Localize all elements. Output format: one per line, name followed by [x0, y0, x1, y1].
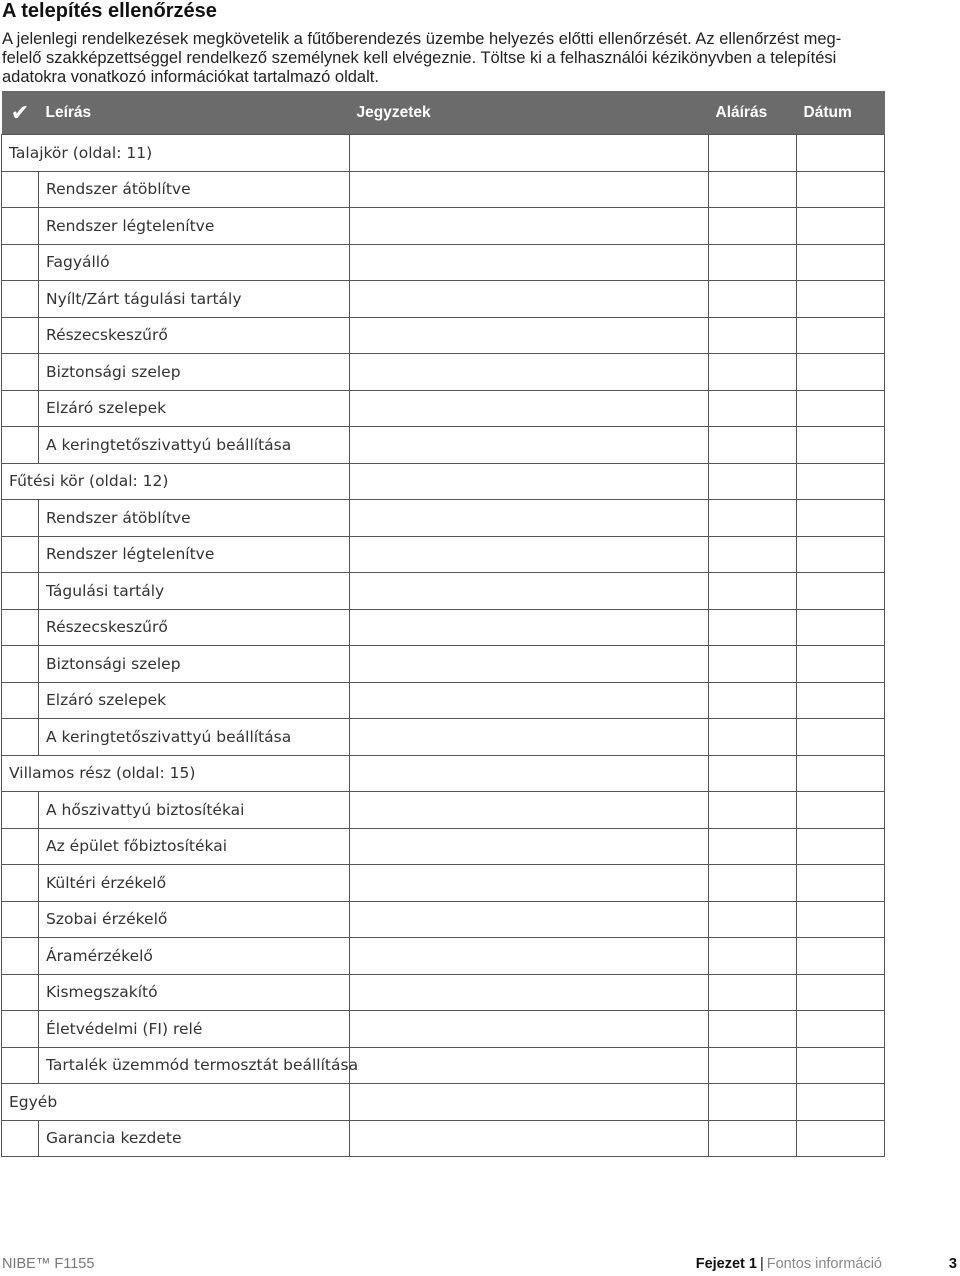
date-cell[interactable]: [797, 463, 885, 500]
page-title: A telepítés ellenőrzése: [2, 0, 217, 22]
section-label: Villamos rész (oldal: 15): [2, 755, 350, 792]
section-row: [2, 755, 885, 792]
date-cell[interactable]: [797, 682, 885, 719]
date-cell[interactable]: [797, 573, 885, 610]
item-description: A hőszivattyú biztosítékai: [39, 792, 350, 829]
intro-line: felelő szakképzettséggel rendelkező személynek kell elvégeznie. Töltse ki a felhasználói kézikönyvben a telepítési: [2, 49, 837, 67]
date-cell[interactable]: [797, 390, 885, 427]
item-description: Áramérzékelő: [39, 938, 350, 975]
item-description: Fagyálló: [39, 244, 350, 281]
signature-cell[interactable]: [709, 171, 797, 208]
date-cell[interactable]: [797, 317, 885, 354]
item-description: Rendszer légtelenítve: [39, 208, 350, 245]
section-row: [2, 463, 885, 500]
checklist-row: [2, 1120, 885, 1157]
date-cell[interactable]: [797, 1120, 885, 1157]
date-cell[interactable]: [797, 1084, 885, 1121]
date-cell[interactable]: [797, 208, 885, 245]
date-cell[interactable]: [797, 427, 885, 464]
section-label: Egyéb: [2, 1084, 350, 1121]
signature-cell[interactable]: [709, 755, 797, 792]
date-cell[interactable]: [797, 974, 885, 1011]
check-cell[interactable]: [2, 865, 39, 902]
check-cell[interactable]: [2, 536, 39, 573]
date-cell[interactable]: [797, 281, 885, 318]
checklist-row: [2, 536, 885, 573]
signature-cell[interactable]: [709, 573, 797, 610]
checklist-row: [2, 609, 885, 646]
section-label: Talajkör (oldal: 11): [2, 135, 350, 172]
notes-cell[interactable]: [350, 208, 709, 245]
checklist-row: [2, 682, 885, 719]
notes-cell[interactable]: [350, 1047, 709, 1084]
notes-cell[interactable]: [350, 682, 709, 719]
item-description: A keringtetőszivattyú beállítása: [39, 427, 350, 464]
check-cell[interactable]: [2, 901, 39, 938]
signature-cell[interactable]: [709, 865, 797, 902]
item-description: Garancia kezdete: [39, 1120, 350, 1157]
notes-cell[interactable]: [350, 646, 709, 683]
item-description: Részecskeszűrő: [39, 609, 350, 646]
checklist-row: [2, 427, 885, 464]
signature-cell[interactable]: [709, 536, 797, 573]
notes-cell[interactable]: [350, 317, 709, 354]
signature-cell[interactable]: [709, 938, 797, 975]
checklist-row: [2, 646, 885, 683]
checkmark-icon: ✔: [2, 91, 39, 135]
table-header-row: [2, 91, 885, 135]
column-header-signature: Aláírás: [709, 91, 797, 135]
notes-cell[interactable]: [350, 938, 709, 975]
notes-cell[interactable]: [350, 135, 709, 172]
signature-cell[interactable]: [709, 682, 797, 719]
signature-cell[interactable]: [709, 354, 797, 391]
check-cell[interactable]: [2, 974, 39, 1011]
notes-cell[interactable]: [350, 755, 709, 792]
signature-cell[interactable]: [709, 281, 797, 318]
checklist-row: [2, 901, 885, 938]
check-cell[interactable]: [2, 719, 39, 756]
intro-line: A jelenlegi rendelkezések megkövetelik a fűtőberendezés üzembe helyezés előtti ellenőrzését. Az ellenőrzést meg-: [2, 30, 842, 48]
signature-cell[interactable]: [709, 390, 797, 427]
item-description: Tartalék üzemmód termosztát beállítása: [39, 1047, 350, 1084]
notes-cell[interactable]: [350, 1120, 709, 1157]
check-cell[interactable]: [2, 317, 39, 354]
checklist-row: [2, 281, 885, 318]
notes-cell[interactable]: [350, 719, 709, 756]
footer-chapter: [696, 1256, 882, 1272]
checklist-row: [2, 390, 885, 427]
notes-cell[interactable]: [350, 865, 709, 902]
column-header-date: Dátum: [797, 91, 885, 135]
date-cell[interactable]: [797, 609, 885, 646]
installation-checklist-table: [1, 91, 885, 1157]
item-description: Kismegszakító: [39, 974, 350, 1011]
column-header-description: Leírás: [39, 91, 350, 135]
notes-cell[interactable]: [350, 390, 709, 427]
signature-cell[interactable]: [709, 1084, 797, 1121]
checklist-row: [2, 1047, 885, 1084]
check-cell[interactable]: [2, 682, 39, 719]
signature-cell[interactable]: [709, 719, 797, 756]
notes-cell[interactable]: [350, 171, 709, 208]
checklist-row: [2, 1011, 885, 1048]
check-cell[interactable]: [2, 171, 39, 208]
signature-cell[interactable]: [709, 1047, 797, 1084]
item-description: Rendszer átöblítve: [39, 171, 350, 208]
signature-cell[interactable]: [709, 427, 797, 464]
checklist-row: [2, 500, 885, 537]
item-description: Életvédelmi (FI) relé: [39, 1011, 350, 1048]
footer-separator: |: [759, 1256, 764, 1272]
date-cell[interactable]: [797, 1047, 885, 1084]
signature-cell[interactable]: [709, 974, 797, 1011]
check-cell[interactable]: [2, 646, 39, 683]
signature-cell[interactable]: [709, 792, 797, 829]
checklist-row: [2, 865, 885, 902]
date-cell[interactable]: [797, 719, 885, 756]
item-description: Kültéri érzékelő: [39, 865, 350, 902]
notes-cell[interactable]: [350, 427, 709, 464]
item-description: Részecskeszűrő: [39, 317, 350, 354]
date-cell[interactable]: [797, 500, 885, 537]
check-cell[interactable]: [2, 1120, 39, 1157]
notes-cell[interactable]: [350, 573, 709, 610]
checklist-row: [2, 974, 885, 1011]
item-description: Biztonsági szelep: [39, 354, 350, 391]
notes-cell[interactable]: [350, 463, 709, 500]
signature-cell[interactable]: [709, 500, 797, 537]
check-cell[interactable]: [2, 609, 39, 646]
checklist-row: [2, 208, 885, 245]
item-description: Rendszer átöblítve: [39, 500, 350, 537]
date-cell[interactable]: [797, 865, 885, 902]
notes-cell[interactable]: [350, 901, 709, 938]
date-cell[interactable]: [797, 135, 885, 172]
page-number: 3: [948, 1256, 957, 1272]
check-cell[interactable]: [2, 354, 39, 391]
signature-cell[interactable]: [709, 901, 797, 938]
section-row: [2, 1084, 885, 1121]
item-description: Nyílt/Zárt tágulási tartály: [39, 281, 350, 318]
checklist-row: [2, 573, 885, 610]
signature-cell[interactable]: [709, 135, 797, 172]
signature-cell[interactable]: [709, 609, 797, 646]
date-cell[interactable]: [797, 755, 885, 792]
intro-paragraph: [2, 30, 902, 87]
check-cell[interactable]: [2, 828, 39, 865]
item-description: Biztonsági szelep: [39, 646, 350, 683]
notes-cell[interactable]: [350, 244, 709, 281]
item-description: Elzáró szelepek: [39, 390, 350, 427]
item-description: Rendszer légtelenítve: [39, 536, 350, 573]
notes-cell[interactable]: [350, 281, 709, 318]
notes-cell[interactable]: [350, 828, 709, 865]
item-description: A keringtetőszivattyú beállítása: [39, 719, 350, 756]
date-cell[interactable]: [797, 828, 885, 865]
date-cell[interactable]: [797, 536, 885, 573]
item-description: Szobai érzékelő: [39, 901, 350, 938]
item-description: Tágulási tartály: [39, 573, 350, 610]
checklist-row: [2, 354, 885, 391]
intro-line: adatokra vonatkozó információkat tartalmazó oldalt.: [2, 68, 379, 86]
footer-brand: NIBE™ F1155: [2, 1256, 95, 1272]
check-cell[interactable]: [2, 792, 39, 829]
check-cell[interactable]: [2, 500, 39, 537]
notes-cell[interactable]: [350, 354, 709, 391]
checklist-row: [2, 317, 885, 354]
footer-chapter-label: Fejezet 1: [695, 1256, 757, 1272]
signature-cell[interactable]: [709, 646, 797, 683]
date-cell[interactable]: [797, 792, 885, 829]
checklist-row: [2, 938, 885, 975]
footer-chapter-title: Fontos információ: [766, 1256, 882, 1272]
check-cell[interactable]: [2, 573, 39, 610]
date-cell[interactable]: [797, 354, 885, 391]
checklist-row: [2, 244, 885, 281]
check-cell[interactable]: [2, 208, 39, 245]
signature-cell[interactable]: [709, 828, 797, 865]
column-header-notes: Jegyzetek: [350, 91, 709, 135]
notes-cell[interactable]: [350, 500, 709, 537]
notes-cell[interactable]: [350, 609, 709, 646]
date-cell[interactable]: [797, 1011, 885, 1048]
notes-cell[interactable]: [350, 792, 709, 829]
date-cell[interactable]: [797, 938, 885, 975]
check-cell[interactable]: [2, 938, 39, 975]
signature-cell[interactable]: [709, 317, 797, 354]
checklist-row: [2, 792, 885, 829]
check-cell[interactable]: [2, 1011, 39, 1048]
check-cell[interactable]: [2, 427, 39, 464]
notes-cell[interactable]: [350, 1084, 709, 1121]
signature-cell[interactable]: [709, 1120, 797, 1157]
checklist-row: [2, 719, 885, 756]
page-footer: [0, 1256, 960, 1276]
section-row: [2, 135, 885, 172]
check-cell[interactable]: [2, 390, 39, 427]
signature-cell[interactable]: [709, 463, 797, 500]
notes-cell[interactable]: [350, 536, 709, 573]
check-cell[interactable]: [2, 1047, 39, 1084]
section-label: Fűtési kör (oldal: 12): [2, 463, 350, 500]
date-cell[interactable]: [797, 244, 885, 281]
signature-cell[interactable]: [709, 208, 797, 245]
checklist-row: [2, 171, 885, 208]
date-cell[interactable]: [797, 646, 885, 683]
date-cell[interactable]: [797, 171, 885, 208]
check-cell[interactable]: [2, 244, 39, 281]
date-cell[interactable]: [797, 901, 885, 938]
signature-cell[interactable]: [709, 244, 797, 281]
notes-cell[interactable]: [350, 1011, 709, 1048]
checklist-row: [2, 828, 885, 865]
notes-cell[interactable]: [350, 974, 709, 1011]
checklist-body: [2, 135, 885, 1157]
item-description: Elzáró szelepek: [39, 682, 350, 719]
signature-cell[interactable]: [709, 1011, 797, 1048]
item-description: Az épület főbiztosítékai: [39, 828, 350, 865]
check-cell[interactable]: [2, 281, 39, 318]
